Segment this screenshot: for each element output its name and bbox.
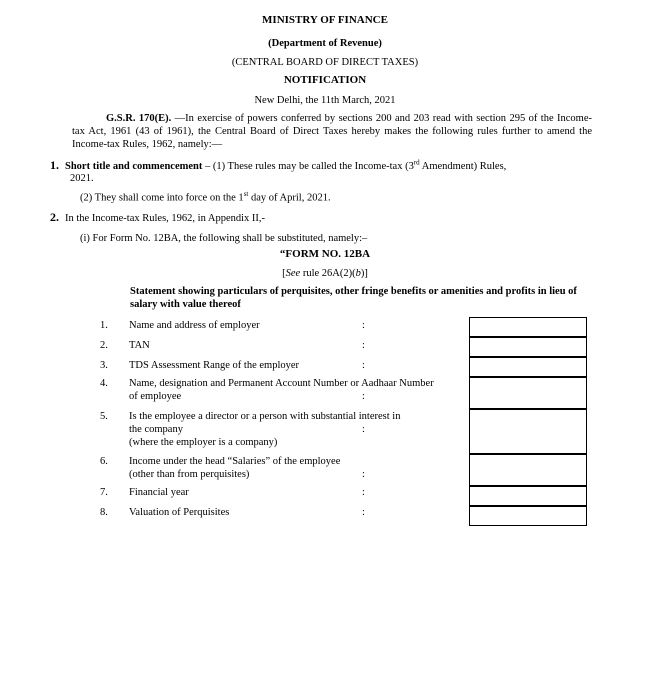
superscript: rd: [413, 158, 420, 167]
row-label: TAN: [129, 340, 150, 351]
row-colon: :: [362, 320, 365, 331]
sub2-text-cont: day of April, 2021.: [248, 192, 331, 204]
value-box: [469, 409, 587, 454]
rule-item-1: [50, 158, 590, 173]
row-number: 3.: [100, 360, 108, 371]
gsr-text: —In exercise of powers conferred by sections 200 and 203 read with section 295 of the Income- tax Act, 1961 (43 of 1961), the Central Board of Direct Taxes hereby makes the following rules further to amend the Income-tax Rules, 1962, namely:—: [72, 113, 593, 151]
value-box: [469, 317, 587, 337]
department-heading: (Department of Revenue): [268, 38, 382, 49]
row-number: 8.: [100, 507, 108, 518]
see-clause: b: [355, 268, 361, 279]
row-label: TDS Assessment Range of the employer: [129, 360, 300, 371]
item-title: Short title and commencement: [65, 161, 203, 172]
bracket: [: [282, 268, 286, 279]
rule-item-2: [50, 210, 265, 225]
row-colon: :: [362, 469, 365, 480]
item-number: 2.: [50, 210, 59, 224]
row-label: Income under the head “Salaries” of the employee (other than from perquisites): [129, 456, 341, 481]
ministry-heading: MINISTRY OF FINANCE: [262, 14, 388, 26]
row-number: 2.: [100, 340, 108, 351]
row-colon: :: [362, 507, 365, 518]
item-text-cont: Amendment) Rules,: [419, 161, 507, 172]
value-box: [469, 377, 587, 409]
superscript: st: [243, 190, 249, 198]
row-colon: :: [362, 424, 365, 435]
row-label: Financial year: [129, 487, 189, 498]
gsr-ref: G.S.R. 170(E).: [106, 113, 172, 124]
item-number: 1.: [50, 158, 59, 172]
gsr-paragraph: [72, 112, 592, 151]
form-statement: Statement showing particulars of perquisites, other fringe benefits or amenities and profits in lieu of salary with value thereof: [130, 286, 577, 311]
value-box: [469, 454, 587, 486]
row-label: Valuation of Perquisites: [129, 507, 230, 518]
row-number: 6.: [100, 456, 108, 467]
row-colon: :: [362, 487, 365, 498]
see-word: See: [285, 268, 301, 279]
row-label: Name, designation and Permanent Account Number or Aadhaar Number of employee: [129, 378, 434, 403]
row-colon: :: [362, 391, 365, 402]
row-number: 7.: [100, 487, 108, 498]
see-close: )]: [360, 268, 368, 279]
row-number: 1.: [100, 320, 108, 331]
item-text: In the Income-tax Rules, 1962, in Appendix II,-: [65, 213, 266, 224]
form-see-rule: [0, 267, 650, 280]
see-rule: rule 26A(2)(: [300, 268, 356, 279]
place-date: New Delhi, the 11th March, 2021: [254, 95, 396, 106]
row-number: 5.: [100, 411, 108, 422]
rule-item-1-sub2: [80, 190, 331, 205]
row-colon: :: [362, 360, 365, 371]
sub2-text: (2) They shall come into force on the 1: [80, 192, 244, 204]
notification-heading: NOTIFICATION: [283, 74, 367, 86]
value-box: [469, 357, 587, 377]
rule-item-1-cont: 2021.: [70, 173, 94, 184]
value-box: [469, 486, 587, 506]
form-title: “FORM NO. 12BA: [279, 248, 371, 260]
board-heading: (CENTRAL BOARD OF DIRECT TAXES): [231, 57, 419, 68]
row-label: Is the employee a director or a person with substantial interest in the company (where the employer is a company): [129, 411, 401, 449]
value-box: [469, 506, 587, 526]
value-box: [469, 337, 587, 357]
row-number: 4.: [100, 378, 108, 389]
rule-item-2-sub-i: (i) For Form No. 12BA, the following shall be substituted, namely:–: [80, 233, 368, 244]
row-colon: :: [362, 340, 365, 351]
item-text: – (1) These rules may be called the Income-tax (3: [202, 161, 414, 172]
row-label: Name and address of employer: [129, 320, 260, 331]
